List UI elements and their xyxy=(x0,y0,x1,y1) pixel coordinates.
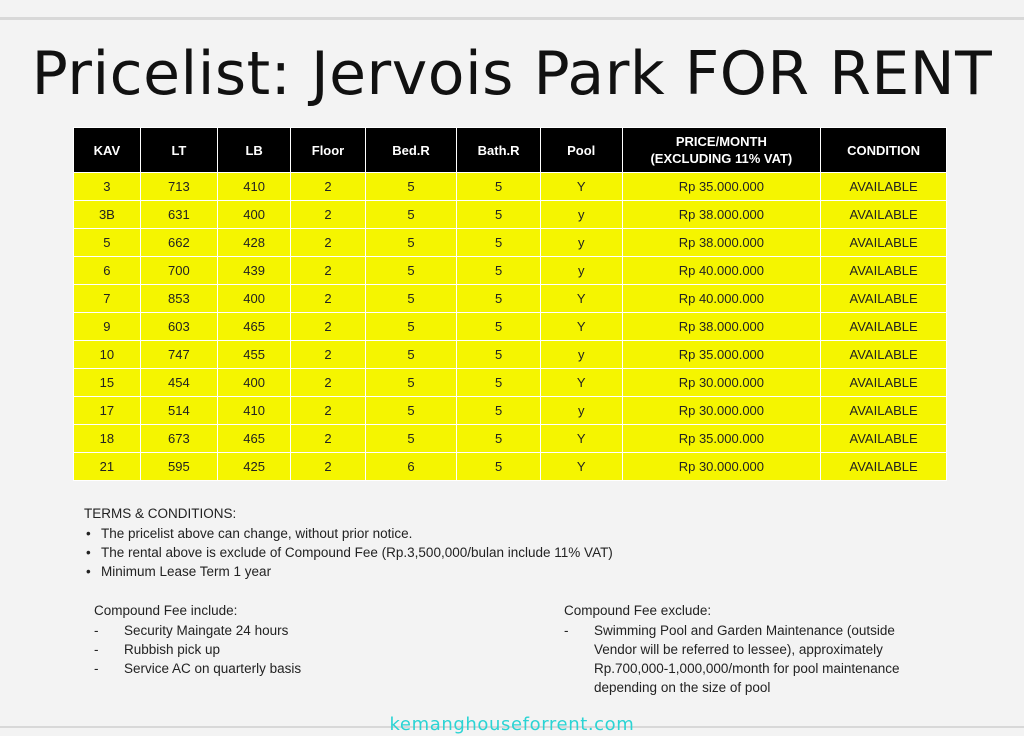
list-item: - Rubbish pick up xyxy=(94,642,221,657)
table-cell: Rp 40.000.000 xyxy=(623,285,821,312)
table-cell: AVAILABLE xyxy=(821,257,946,284)
table-cell: 5 xyxy=(457,257,540,284)
compound-fee-include xyxy=(94,601,424,678)
table-cell: 603 xyxy=(141,313,217,340)
table-cell: 673 xyxy=(141,425,217,452)
table-cell: 10 xyxy=(74,341,140,368)
column-header: Bath.R xyxy=(457,128,540,172)
table-cell: Rp 30.000.000 xyxy=(623,369,821,396)
table-cell: AVAILABLE xyxy=(821,173,946,200)
column-header: CONDITION xyxy=(821,128,946,172)
page-title: Pricelist: Jervois Park FOR RENT xyxy=(31,39,993,109)
compound-include-item: Security Maingate 24 hours xyxy=(124,623,289,638)
table-cell: 713 xyxy=(141,173,217,200)
table-cell: AVAILABLE xyxy=(821,341,946,368)
table-cell: 631 xyxy=(141,201,217,228)
table-cell: 410 xyxy=(218,397,290,424)
table-cell: 465 xyxy=(218,425,290,452)
table-cell: 5 xyxy=(366,425,457,452)
compound-exclude-item: Swimming Pool and Garden Maintenance (outside Vendor will be referred to lessee), approximately Rp.700,000-1,000,000/month for pool maintenance depending on the size of pool xyxy=(594,623,900,695)
table-cell: AVAILABLE xyxy=(821,397,946,424)
table-cell: 2 xyxy=(291,173,365,200)
table-cell: 2 xyxy=(291,425,365,452)
table-row xyxy=(74,229,946,256)
terms-item: • Minimum Lease Term 1 year xyxy=(101,562,613,581)
table-cell: 2 xyxy=(291,201,365,228)
table-cell: 747 xyxy=(141,341,217,368)
column-header: LT xyxy=(141,128,217,172)
table-cell: 662 xyxy=(141,229,217,256)
table-cell: AVAILABLE xyxy=(821,313,946,340)
column-header: Bed.R xyxy=(366,128,457,172)
table-row xyxy=(74,397,946,424)
table-cell: 5 xyxy=(457,173,540,200)
column-header: PRICE/MONTH (EXCLUDING 11% VAT) xyxy=(623,128,821,172)
list-item: - Swimming Pool and Garden Maintenance (outside Vendor will be referred to lessee), approximately Rp.700,000-1,000,000/month for pool maintenance depending on the size of pool xyxy=(564,621,934,697)
table-cell: 439 xyxy=(218,257,290,284)
table-cell: 2 xyxy=(291,257,365,284)
table-cell: Rp 40.000.000 xyxy=(623,257,821,284)
terms-item: • The rental above is exclude of Compound Fee (Rp.3,500,000/bulan include 11% VAT) xyxy=(101,543,613,562)
column-header: LB xyxy=(218,128,290,172)
table-cell: AVAILABLE xyxy=(821,453,946,480)
terms-list xyxy=(84,524,613,581)
list-item: - Security Maingate 24 hours xyxy=(94,623,289,638)
table-cell: 2 xyxy=(291,229,365,256)
table-cell: y xyxy=(541,257,622,284)
table-cell: Rp 38.000.000 xyxy=(623,201,821,228)
column-header: KAV xyxy=(74,128,140,172)
table-cell: 5 xyxy=(366,173,457,200)
table-cell: 410 xyxy=(218,173,290,200)
table-cell: 5 xyxy=(457,397,540,424)
table-cell: 465 xyxy=(218,313,290,340)
table-cell: 2 xyxy=(291,313,365,340)
table-cell: 700 xyxy=(141,257,217,284)
table-cell: 5 xyxy=(457,453,540,480)
column-header: Floor xyxy=(291,128,365,172)
table-cell: 5 xyxy=(457,425,540,452)
table-row xyxy=(74,425,946,452)
table-cell: 7 xyxy=(74,285,140,312)
table-cell: AVAILABLE xyxy=(821,229,946,256)
table-cell: Rp 35.000.000 xyxy=(623,173,821,200)
table-cell: Y xyxy=(541,173,622,200)
terms-section xyxy=(84,506,613,581)
table-cell: 2 xyxy=(291,285,365,312)
table-cell: 5 xyxy=(366,341,457,368)
table-cell: AVAILABLE xyxy=(821,369,946,396)
table-cell: 5 xyxy=(366,397,457,424)
table-cell: 5 xyxy=(366,229,457,256)
table-cell: 5 xyxy=(366,369,457,396)
table-row xyxy=(74,453,946,480)
table-cell: 5 xyxy=(366,257,457,284)
table-cell: Y xyxy=(541,285,622,312)
table-body xyxy=(74,173,946,480)
table-cell: 428 xyxy=(218,229,290,256)
table-cell: 3 xyxy=(74,173,140,200)
table-cell: 454 xyxy=(141,369,217,396)
table-cell: Y xyxy=(541,313,622,340)
table-cell: Rp 35.000.000 xyxy=(623,341,821,368)
table-cell: y xyxy=(541,201,622,228)
table-cell: 400 xyxy=(218,201,290,228)
table-cell: 400 xyxy=(218,285,290,312)
table-row xyxy=(74,341,946,368)
table-cell: 6 xyxy=(366,453,457,480)
table-cell: 5 xyxy=(74,229,140,256)
compound-include-item: Rubbish pick up xyxy=(124,642,221,657)
table-row xyxy=(74,173,946,200)
table-cell: 595 xyxy=(141,453,217,480)
table-cell: Rp 38.000.000 xyxy=(623,313,821,340)
top-divider xyxy=(0,17,1024,20)
table-cell: Rp 35.000.000 xyxy=(623,425,821,452)
table-cell: 15 xyxy=(74,369,140,396)
table-cell: AVAILABLE xyxy=(821,201,946,228)
table-cell: 5 xyxy=(457,285,540,312)
table-row xyxy=(74,285,946,312)
table-row xyxy=(74,313,946,340)
table-cell: 18 xyxy=(74,425,140,452)
table-cell: Y xyxy=(541,425,622,452)
table-cell: 425 xyxy=(218,453,290,480)
table-cell: 5 xyxy=(366,313,457,340)
table-cell: 2 xyxy=(291,369,365,396)
column-header: Pool xyxy=(541,128,622,172)
table-header-row xyxy=(74,128,946,172)
table-cell: Rp 30.000.000 xyxy=(623,397,821,424)
table-cell: y xyxy=(541,397,622,424)
terms-heading: TERMS & CONDITIONS: xyxy=(84,506,237,521)
table-cell: 6 xyxy=(74,257,140,284)
table-cell: 5 xyxy=(457,313,540,340)
table-cell: 400 xyxy=(218,369,290,396)
table-cell: 455 xyxy=(218,341,290,368)
table-cell: 2 xyxy=(291,397,365,424)
table-cell: AVAILABLE xyxy=(821,425,946,452)
table-cell: 853 xyxy=(141,285,217,312)
table-cell: 2 xyxy=(291,341,365,368)
table-row xyxy=(74,257,946,284)
table-cell: 5 xyxy=(366,285,457,312)
table-cell: 21 xyxy=(74,453,140,480)
list-item: - Service AC on quarterly basis xyxy=(94,661,302,676)
table-cell: Y xyxy=(541,369,622,396)
table-cell: 5 xyxy=(457,341,540,368)
table-cell: Rp 30.000.000 xyxy=(623,453,821,480)
table-cell: Rp 38.000.000 xyxy=(623,229,821,256)
table-cell: AVAILABLE xyxy=(821,285,946,312)
compound-exclude-heading: Compound Fee exclude: xyxy=(564,603,712,618)
compound-fee-exclude xyxy=(564,601,934,697)
table-cell: 514 xyxy=(141,397,217,424)
compound-include-item: Service AC on quarterly basis xyxy=(124,661,302,676)
table-cell: 5 xyxy=(457,369,540,396)
table-cell: 5 xyxy=(457,229,540,256)
table-row xyxy=(74,201,946,228)
table-cell: 9 xyxy=(74,313,140,340)
table-cell: 2 xyxy=(291,453,365,480)
table-cell: Y xyxy=(541,453,622,480)
table-cell: 5 xyxy=(366,201,457,228)
watermark-text: kemanghouseforrent.com xyxy=(389,714,635,735)
table-cell: y xyxy=(541,341,622,368)
table-cell: 17 xyxy=(74,397,140,424)
table-cell: 3B xyxy=(74,201,140,228)
compound-include-heading: Compound Fee include: xyxy=(94,603,238,618)
terms-item: • The pricelist above can change, without prior notice. xyxy=(101,524,613,543)
price-table xyxy=(73,127,947,481)
table-cell: 5 xyxy=(457,201,540,228)
table-cell: y xyxy=(541,229,622,256)
table-row xyxy=(74,369,946,396)
